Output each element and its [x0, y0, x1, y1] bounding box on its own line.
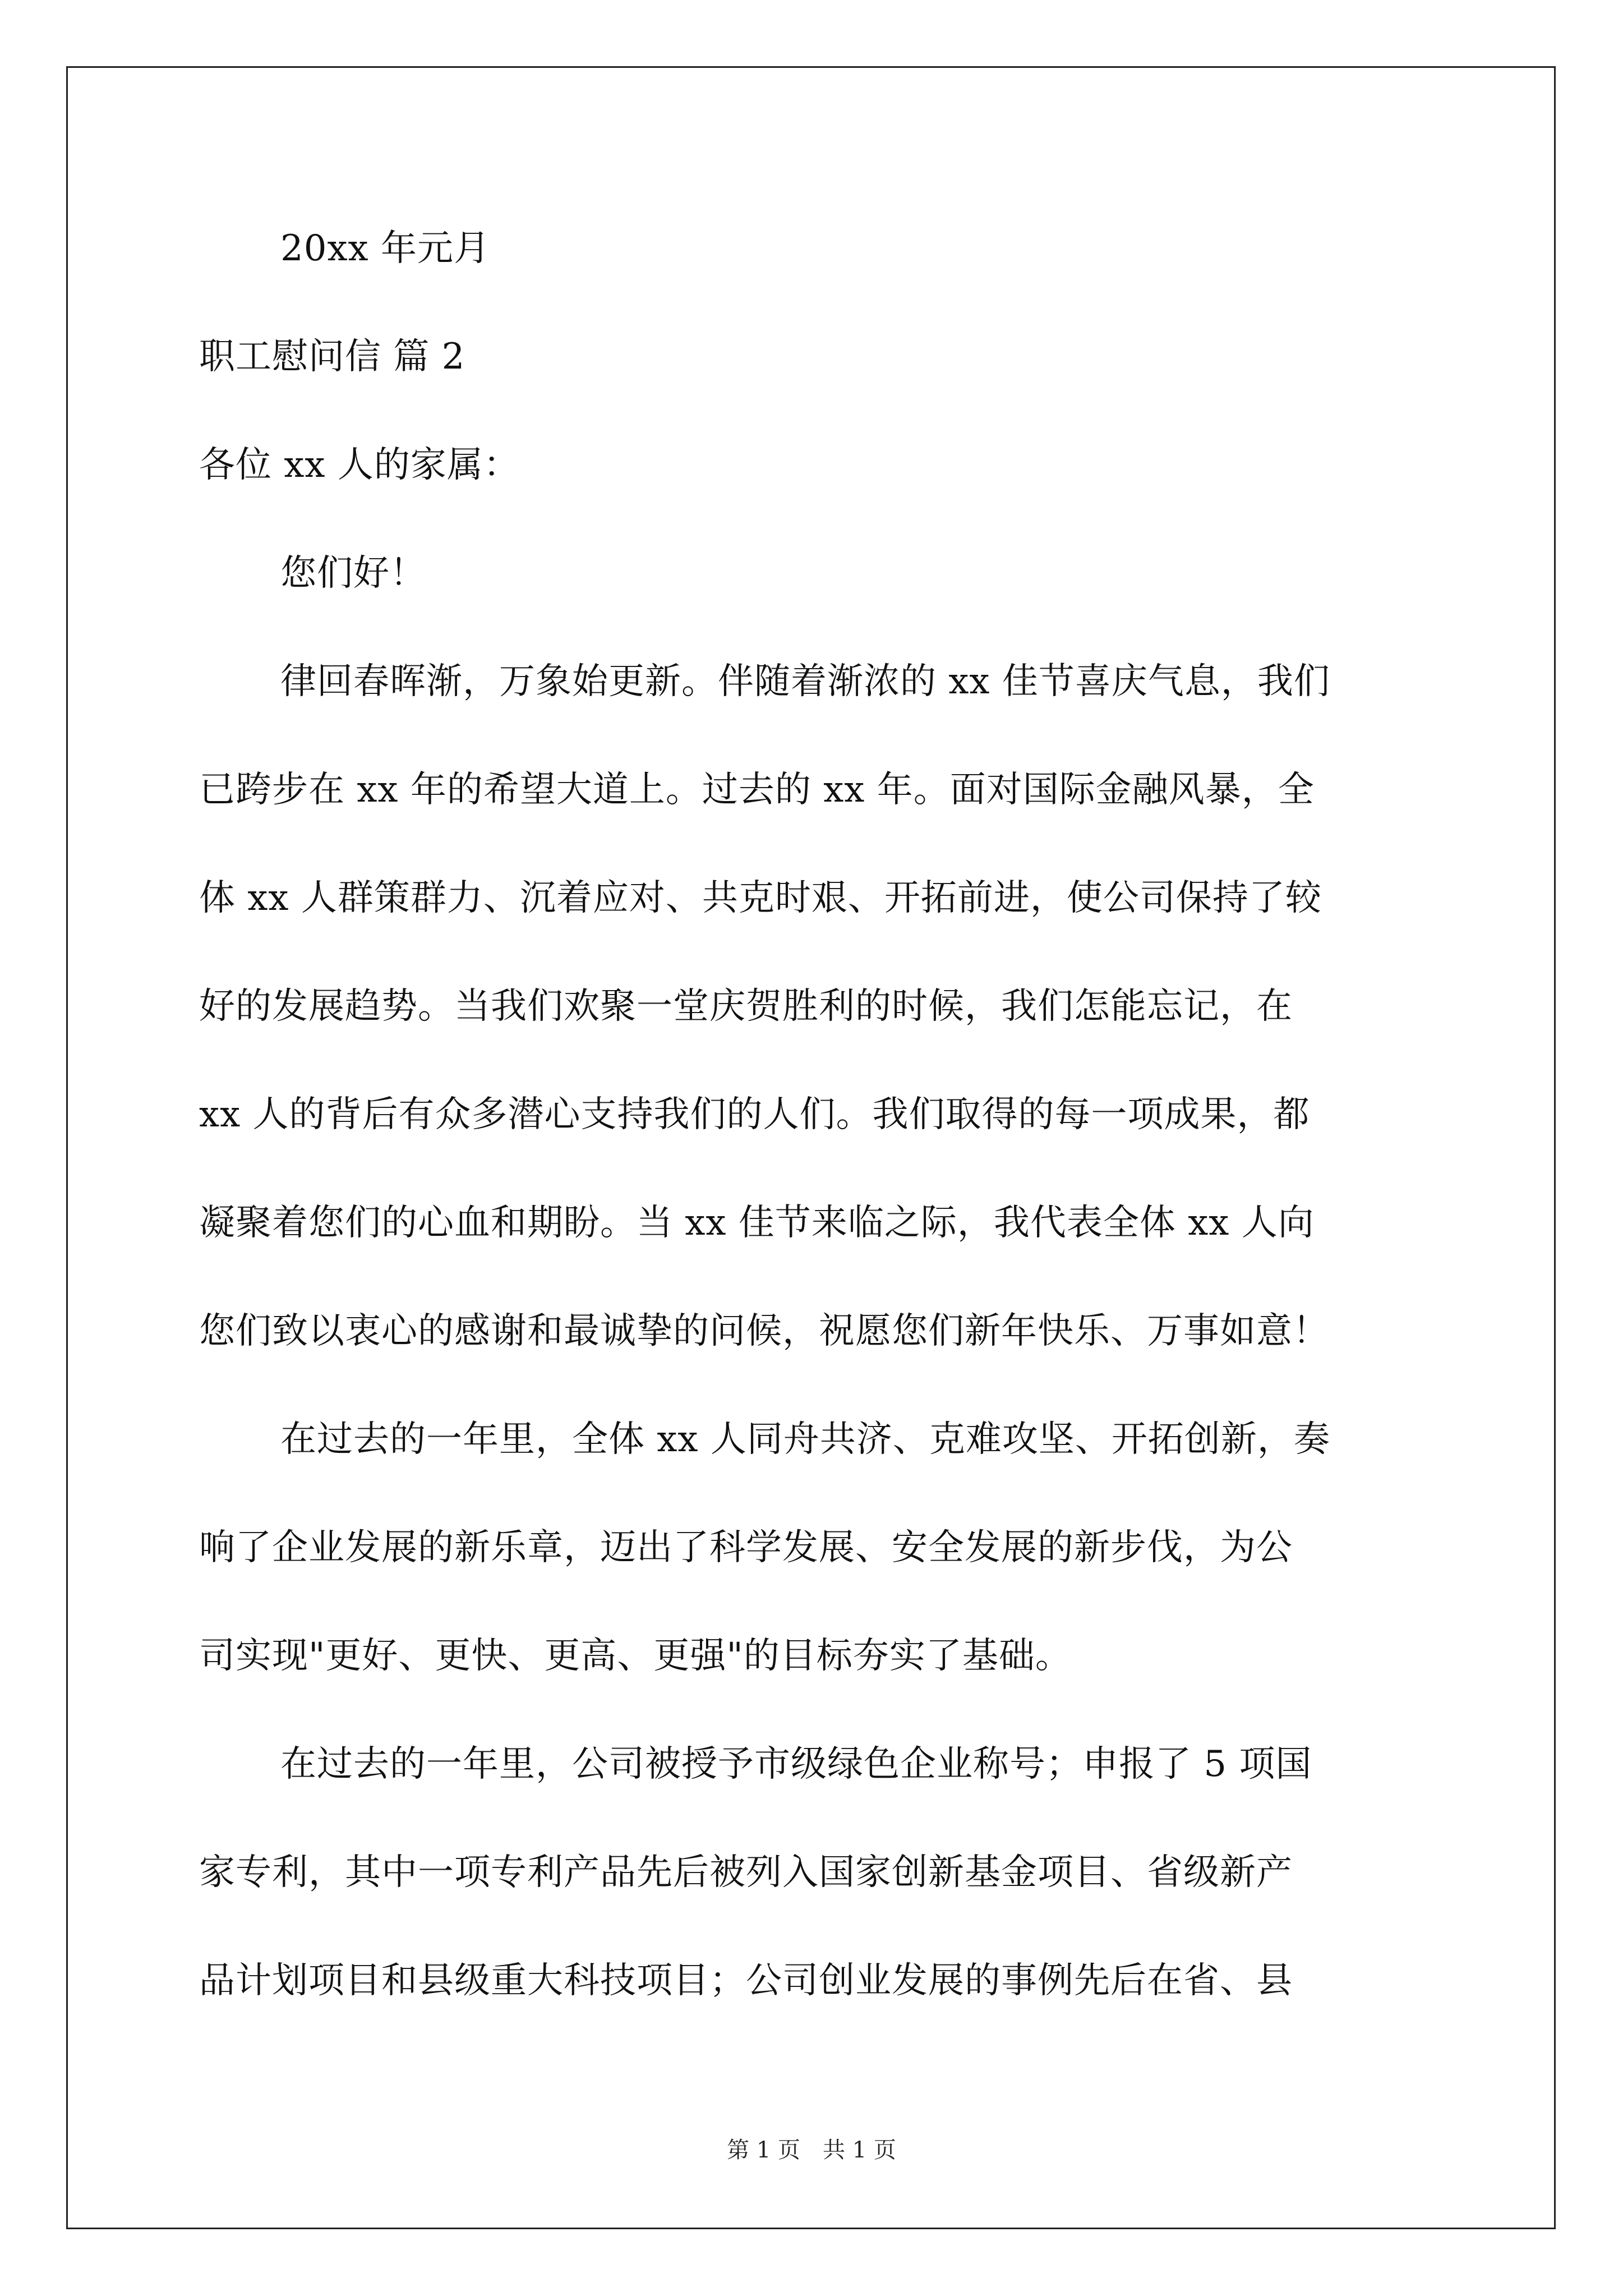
paragraph-1-line-4: 好的发展趋势。当我们欢聚一堂庆贺胜利的时候，我们怎能忘记，在: [199, 986, 1293, 1027]
section-title: 职工慰问信 篇 2: [199, 336, 465, 378]
paragraph-3-line-3: 品计划项目和县级重大科技项目；公司创业发展的事例先后在省、县: [199, 1960, 1293, 2001]
paragraph-2-line-1: 在过去的一年里，全体 xx 人同舟共济、克难攻坚、开拓创新，奏: [280, 1419, 1330, 1460]
paragraph-1-line-2: 已跨步在 xx 年的希望大道上。过去的 xx 年。面对国际金融风暴，全: [199, 769, 1315, 811]
page-border: [66, 66, 1556, 2229]
salutation: 各位 xx 人的家属：: [199, 444, 520, 486]
paragraph-1-line-6: 凝聚着您们的心血和期盼。当 xx 佳节来临之际，我代表全体 xx 人向: [199, 1202, 1315, 1244]
paragraph-1-line-3: 体 xx 人群策群力、沉着应对、共克时艰、开拓前进，使公司保持了较: [199, 877, 1322, 919]
paragraph-3-line-2: 家专利，其中一项专利产品先后被列入国家创新基金项目、省级新产: [199, 1852, 1293, 1893]
date-line: 20xx 年元月: [280, 228, 490, 269]
paragraph-2-line-3: 司实现"更好、更快、更高、更强"的目标夯实了基础。: [199, 1635, 1072, 1677]
page-number: 第 1 页 共 1 页: [727, 2137, 896, 2163]
paragraph-2-line-2: 响了企业发展的新乐章，迈出了科学发展、安全发展的新步伐，为公: [199, 1527, 1293, 1568]
paragraph-1-line-1: 律回春晖渐，万象始更新。伴随着渐浓的 xx 佳节喜庆气息，我们: [280, 661, 1330, 702]
greeting: 您们好！: [280, 553, 426, 594]
paragraph-1-line-5: xx 人的背后有众多潜心支持我们的人们。我们取得的每一项成果，都: [199, 1094, 1310, 1135]
paragraph-1-line-7: 您们致以衷心的感谢和最诚挚的问候，祝愿您们新年快乐、万事如意！: [199, 1310, 1329, 1352]
paragraph-3-line-1: 在过去的一年里，公司被授予市级绿色企业称号；申报了 5 项国: [280, 1743, 1312, 1785]
